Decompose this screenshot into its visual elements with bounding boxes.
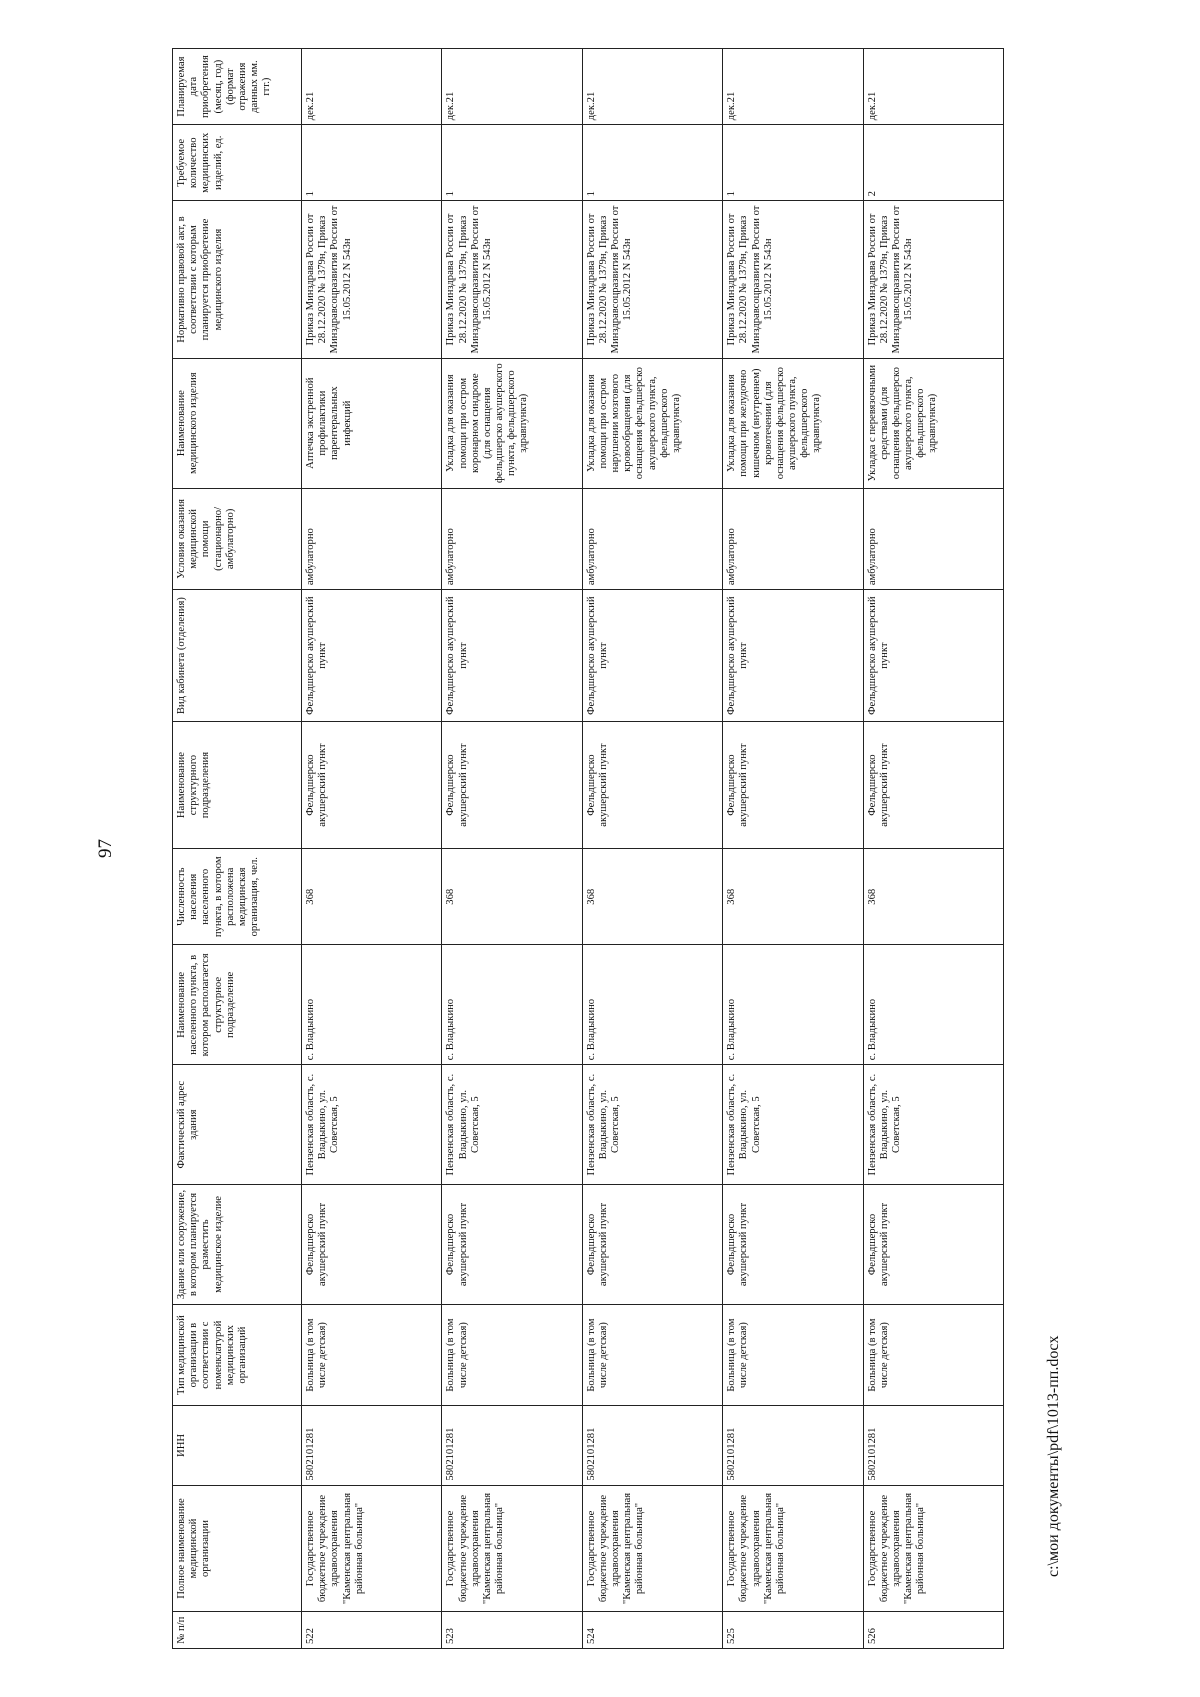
cell-num: 522 bbox=[302, 1612, 442, 1649]
cell-device: Укладка для оказания помощи при остром коронарном синдроме (для оснащения фельдшерско акушерского пункта, фельдшерского здравпункта) bbox=[442, 358, 582, 488]
cell-population: 368 bbox=[302, 849, 442, 945]
equipment-table bbox=[172, 48, 1004, 1649]
cell-address: Пензенская область, с. Владыкино, ул. Советская, 5 bbox=[582, 1065, 722, 1185]
cell-qty: 2 bbox=[863, 125, 1003, 201]
cell-population: 368 bbox=[582, 849, 722, 945]
cell-num: 524 bbox=[582, 1612, 722, 1649]
cell-settlement: с. Владыкино bbox=[863, 945, 1003, 1065]
col-header-address: Фактический адрес здания bbox=[173, 1065, 302, 1185]
cell-address: Пензенская область, с. Владыкино, ул. Советская, 5 bbox=[863, 1065, 1003, 1185]
cell-type: Больница (в том числе детская) bbox=[723, 1304, 863, 1406]
cell-num: 526 bbox=[863, 1612, 1003, 1649]
cell-population: 368 bbox=[723, 849, 863, 945]
table-row bbox=[442, 49, 582, 1649]
cell-inn: 5802101281 bbox=[863, 1406, 1003, 1485]
cell-cabinet: Фельдшерско акушерский пункт bbox=[723, 590, 863, 722]
cell-conditions: амбулаторно bbox=[442, 488, 582, 590]
cell-settlement: с. Владыкино bbox=[442, 945, 582, 1065]
cell-inn: 5802101281 bbox=[723, 1406, 863, 1485]
col-header-date: Планируемая дата приобретения (месяц, год) (формат отражения данных мм. ггг.) bbox=[173, 49, 302, 125]
cell-settlement: с. Владыкино bbox=[582, 945, 722, 1065]
cell-population: 368 bbox=[863, 849, 1003, 945]
col-header-building: Здание или сооружение, в котором планируется разместить медицинское изделие bbox=[173, 1185, 302, 1305]
cell-num: 525 bbox=[723, 1612, 863, 1649]
col-header-cabinet: Вид кабинета (отделения) bbox=[173, 590, 302, 722]
cell-act: Приказ Минздрава России от 28.12.2020 № 1379н, Приказ Минздравсоцразвития России от 15.05.2012 N 543н bbox=[723, 201, 863, 358]
cell-conditions: амбулаторно bbox=[582, 488, 722, 590]
cell-cabinet: Фельдшерско акушерский пункт bbox=[582, 590, 722, 722]
cell-conditions: амбулаторно bbox=[302, 488, 442, 590]
table-row bbox=[582, 49, 722, 1649]
cell-building: Фельдшерско акушерский пункт bbox=[582, 1185, 722, 1305]
cell-settlement: с. Владыкино bbox=[723, 945, 863, 1065]
cell-inn: 5802101281 bbox=[302, 1406, 442, 1485]
col-header-qty: Требуемое количество медицинских изделий, ед. bbox=[173, 125, 302, 201]
cell-qty: 1 bbox=[582, 125, 722, 201]
cell-org: Государственное бюджетное учреждение здравоохранения "Каменская центральная районная больница" bbox=[442, 1485, 582, 1612]
cell-building: Фельдшерско акушерский пункт bbox=[723, 1185, 863, 1305]
col-header-conditions: Условия оказания медицинской помощи (стационарно/амбулаторно) bbox=[173, 488, 302, 590]
cell-date: дек.21 bbox=[302, 49, 442, 125]
cell-act: Приказ Минздрава России от 28.12.2020 № 1379н, Приказ Минздравсоцразвития России от 15.05.2012 N 543н bbox=[582, 201, 722, 358]
cell-cabinet: Фельдшерско акушерский пункт bbox=[302, 590, 442, 722]
cell-num: 523 bbox=[442, 1612, 582, 1649]
cell-org: Государственное бюджетное учреждение здравоохранения "Каменская центральная районная больница" bbox=[582, 1485, 722, 1612]
cell-act: Приказ Минздрава России от 28.12.2020 № 1379н, Приказ Минздравсоцразвития России от 15.05.2012 N 543н bbox=[302, 201, 442, 358]
cell-subdivision: Фельдшерско акушерский пункт bbox=[582, 722, 722, 849]
page-number: 97 bbox=[95, 839, 116, 858]
cell-inn: 5802101281 bbox=[582, 1406, 722, 1485]
cell-population: 368 bbox=[442, 849, 582, 945]
cell-settlement: с. Владыкино bbox=[302, 945, 442, 1065]
cell-qty: 1 bbox=[302, 125, 442, 201]
cell-device: Укладка для оказания помощи при остром нарушении мозгового кровообращения (для оснащения фельдшерско акушерского пункта, фельдшерского здравпункта) bbox=[582, 358, 722, 488]
table-row bbox=[863, 49, 1003, 1649]
cell-device: Укладка с перевязочными средствами (для оснащения фельдшерско акушерского пункта, фельдшерского здравпункта) bbox=[863, 358, 1003, 488]
cell-building: Фельдшерско акушерский пункт bbox=[302, 1185, 442, 1305]
cell-org: Государственное бюджетное учреждение здравоохранения "Каменская центральная районная больница" bbox=[863, 1485, 1003, 1612]
cell-date: дек.21 bbox=[442, 49, 582, 125]
cell-address: Пензенская область, с. Владыкино, ул. Советская, 5 bbox=[442, 1065, 582, 1185]
cell-building: Фельдшерско акушерский пункт bbox=[442, 1185, 582, 1305]
col-header-act: Нормативно правовой акт, в соответствии с которым планируется приобретение медицинского изделия bbox=[173, 201, 302, 358]
cell-cabinet: Фельдшерско акушерский пункт bbox=[442, 590, 582, 722]
cell-act: Приказ Минздрава России от 28.12.2020 № 1379н, Приказ Минздравсоцразвития России от 15.05.2012 N 543н bbox=[442, 201, 582, 358]
cell-conditions: амбулаторно bbox=[863, 488, 1003, 590]
cell-org: Государственное бюджетное учреждение здравоохранения "Каменская центральная районная больница" bbox=[723, 1485, 863, 1612]
cell-type: Больница (в том числе детская) bbox=[863, 1304, 1003, 1406]
cell-cabinet: Фельдшерско акушерский пункт bbox=[863, 590, 1003, 722]
cell-date: дек.21 bbox=[863, 49, 1003, 125]
cell-address: Пензенская область, с. Владыкино, ул. Советская, 5 bbox=[723, 1065, 863, 1185]
file-path-footer: c:\мои документы\pdf\1013-пп.docx bbox=[1045, 1335, 1062, 1577]
cell-qty: 1 bbox=[723, 125, 863, 201]
cell-subdivision: Фельдшерско акушерский пункт bbox=[442, 722, 582, 849]
cell-conditions: амбулаторно bbox=[723, 488, 863, 590]
cell-subdivision: Фельдшерско акушерский пункт bbox=[723, 722, 863, 849]
table-header-row bbox=[173, 49, 302, 1649]
col-header-inn: ИНН bbox=[173, 1406, 302, 1485]
col-header-subdivision: Наименование структурного подразделения bbox=[173, 722, 302, 849]
cell-type: Больница (в том числе детская) bbox=[582, 1304, 722, 1406]
cell-subdivision: Фельдшерско акушерский пункт bbox=[863, 722, 1003, 849]
cell-date: дек.21 bbox=[582, 49, 722, 125]
col-header-population: Численность населения населенного пункта, в котором расположена медицинская организация, чел. bbox=[173, 849, 302, 945]
col-header-settlement: Наименование населенного пункта, в котором располагается структурное подразделение bbox=[173, 945, 302, 1065]
cell-device: Укладка для оказания помощи при желудочно кишечном (внутреннем) кровотечении (для оснащения фельдшерско акушерского пункта, фельдшерского здравпункта) bbox=[723, 358, 863, 488]
cell-type: Больница (в том числе детская) bbox=[442, 1304, 582, 1406]
cell-act: Приказ Минздрава России от 28.12.2020 № 1379н, Приказ Минздравсоцразвития России от 15.05.2012 N 543н bbox=[863, 201, 1003, 358]
table-row bbox=[302, 49, 442, 1649]
cell-inn: 5802101281 bbox=[442, 1406, 582, 1485]
col-header-num: № п/п bbox=[173, 1612, 302, 1649]
col-header-type: Тип медицинской организации в соответствии с номенклатурой медицинских организаций bbox=[173, 1304, 302, 1406]
cell-qty: 1 bbox=[442, 125, 582, 201]
cell-device: Аптечка экстренной профилактики парентеральных инфекций bbox=[302, 358, 442, 488]
col-header-org: Полное наименование медицинской организации bbox=[173, 1485, 302, 1612]
cell-address: Пензенская область, с. Владыкино, ул. Советская, 5 bbox=[302, 1065, 442, 1185]
cell-subdivision: Фельдшерско акушерский пункт bbox=[302, 722, 442, 849]
cell-building: Фельдшерско акушерский пункт bbox=[863, 1185, 1003, 1305]
cell-org: Государственное бюджетное учреждение здравоохранения "Каменская центральная районная больница" bbox=[302, 1485, 442, 1612]
col-header-device: Наименование медицинского изделия bbox=[173, 358, 302, 488]
table-row bbox=[723, 49, 863, 1649]
cell-type: Больница (в том числе детская) bbox=[302, 1304, 442, 1406]
cell-date: дек.21 bbox=[723, 49, 863, 125]
